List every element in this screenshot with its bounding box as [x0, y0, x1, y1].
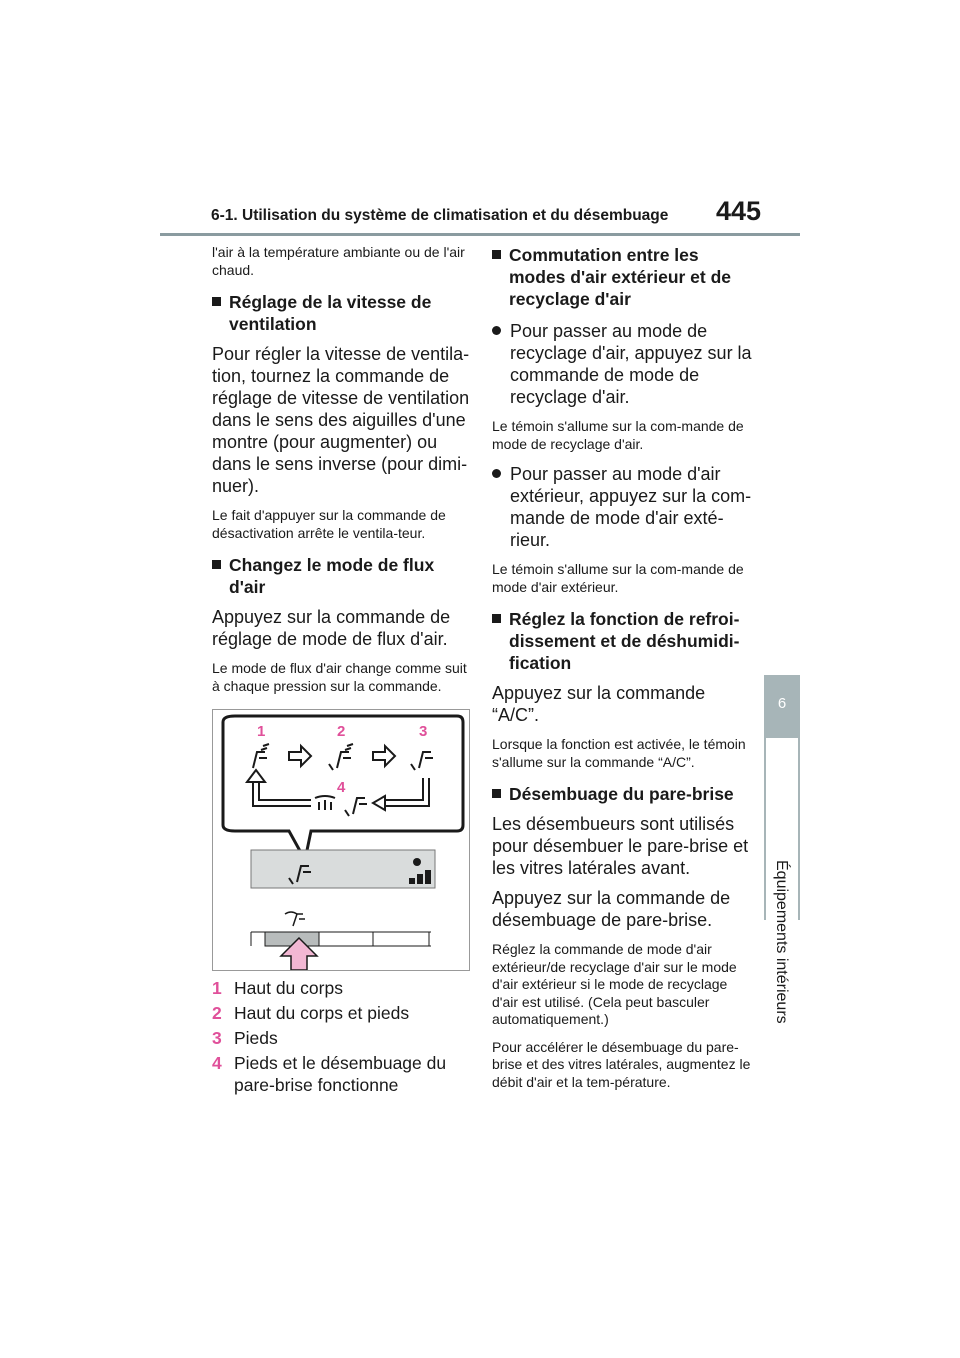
square-bullet-icon	[492, 614, 501, 623]
defog-note: Réglez la commande de mode d'air extérieur/de recyclage d'air sur le mode d'air extérieur si le mode de recyclage d'air est utilisé. (Cela peut basculer automatiquement.)	[492, 941, 737, 1027]
chapter-title: 6-1. Utilisation du système de climatisation et du désembuage	[211, 207, 669, 224]
intro-text: l'air à la température ambiante ou de l'air chaud.	[212, 244, 465, 278]
defog-tip: Pour accélérer le désembuage du pare-brise et des vitres latérales, augmentez le débit d'air et la tem-pérature.	[492, 1038, 751, 1090]
legend-item: 2 Haut du corps et pieds	[212, 1003, 410, 1023]
legend-item: 1 Haut du corps	[212, 978, 343, 998]
air-flow-diagram	[213, 710, 469, 970]
round-bullet-icon	[492, 469, 501, 478]
outside-air-note: Le témoin s'allume sur la com-mande de mode d'air extérieur.	[492, 561, 744, 595]
recirculation-bullet: Pour passer au mode de recyclage d'air, appuyez sur la commande de mode de recyclage d'air.	[492, 320, 757, 408]
ac-heading: Réglez la fonction de refroi-dissement et de déshumidi-fication	[492, 608, 757, 674]
fan-speed-body: Pour régler la vitesse de ventila-tion, tournez la commande de réglage de vitesse de ventilation dans le sens des aiguilles d'une montre (pour augmenter) ou dans le sens inverse (pour dimi-nuer).	[212, 344, 470, 496]
air-flow-note: Le mode de flux d'air change comme suit à chaque pression sur la commande.	[212, 660, 467, 694]
mode-label-2: 2	[337, 723, 346, 740]
chapter-tab-number: 6	[777, 695, 787, 712]
chapter-tab-label: Équipements intérieurs	[773, 860, 790, 1024]
square-bullet-icon	[212, 560, 221, 569]
recirculation-heading: Commutation entre les modes d'air extérieur et de recyclage d'air	[492, 244, 757, 310]
mode-label-3: 3	[419, 723, 428, 740]
fan-speed-heading: Réglage de la vitesse de ventilation	[212, 291, 470, 335]
mode-label-4: 4	[337, 779, 346, 796]
square-bullet-icon	[492, 250, 501, 259]
legend-item: 4 Pieds et le désembuage du pare-brise fonctionne	[212, 1053, 447, 1095]
defog-body: Les désembueurs sont utilisés pour désembuer le pare-brise et les vitres latérales avant.	[492, 814, 749, 878]
legend-item: 3 Pieds	[212, 1028, 278, 1048]
mode-button-icon	[285, 912, 305, 926]
square-bullet-icon	[212, 297, 221, 306]
air-flow-figure	[212, 709, 470, 971]
ac-note: Lorsque la fonction est activée, le témoin s'allume sur la commande “A/C”.	[492, 736, 746, 770]
figure-legend	[212, 977, 470, 1096]
left-column	[212, 244, 470, 1096]
ac-body: Appuyez sur la commande “A/C”.	[492, 683, 706, 725]
defog-heading: Désembuage du pare-brise	[492, 783, 757, 805]
round-bullet-icon	[492, 326, 501, 335]
mode-button	[265, 932, 319, 946]
display-panel	[251, 850, 435, 888]
chapter-tab	[764, 675, 800, 738]
defog-instruction: Appuyez sur la commande de désembuage de pare-brise.	[492, 888, 731, 930]
page-number: 445	[716, 196, 762, 226]
recirculation-note: Le témoin s'allume sur la com-mande de mode de recyclage d'air.	[492, 418, 744, 452]
right-column	[492, 244, 757, 1091]
fan-speed-note: Le fait d'appuyer sur la commande de désactivation arrête le ventila-teur.	[212, 507, 446, 541]
air-flow-body: Appuyez sur la commande de réglage de mode de flux d'air.	[212, 607, 451, 649]
square-bullet-icon	[492, 789, 501, 798]
header-rule	[160, 233, 800, 236]
mode-label-1: 1	[257, 723, 266, 740]
air-flow-heading: Changez le mode de flux d'air	[212, 554, 470, 598]
outside-air-bullet: Pour passer au mode d'air extérieur, appuyez sur la com-mande de mode d'air exté-rieur.	[492, 463, 757, 551]
